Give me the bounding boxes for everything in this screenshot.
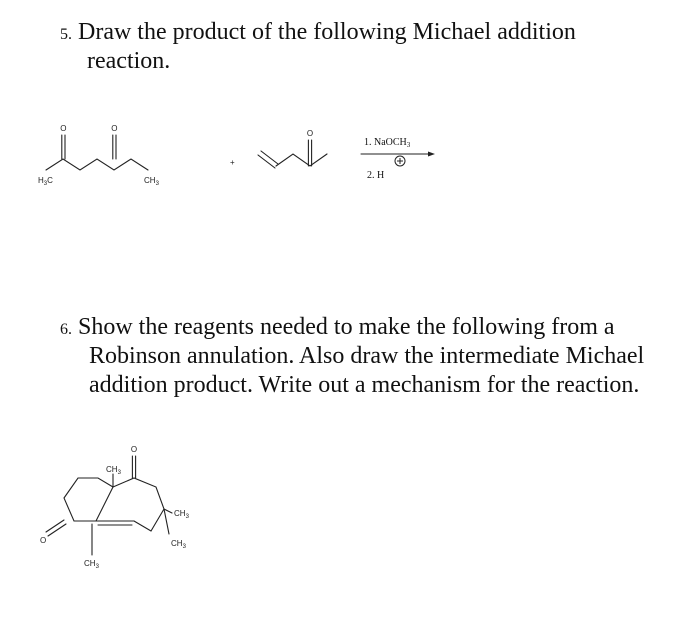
question-6-line-1 bbox=[60, 313, 615, 344]
question-6-line-3: addition product. Write out a mechanism for the reaction. bbox=[89, 372, 640, 398]
question-5-text-1: Draw the product of the following Michael addition bbox=[78, 19, 576, 45]
oxygen-label-3: O bbox=[306, 129, 314, 138]
reaction-arrow-group bbox=[361, 137, 435, 181]
methyl-label-left: $H_3C$ bbox=[38, 176, 53, 187]
plus-sign: + bbox=[230, 158, 235, 167]
methyl-vinyl-ketone-structure bbox=[258, 129, 327, 168]
reagent-step-2: 2. H bbox=[367, 170, 385, 181]
reagent-step-1: 1. NaOCH$_3$ bbox=[364, 137, 411, 149]
angular-methyl-label: $CH_3$ bbox=[106, 465, 121, 476]
pentanedione-structure bbox=[38, 124, 160, 187]
oxygen-label-2: O bbox=[111, 124, 118, 133]
question-6-text-1: Show the reagents needed to make the following from a bbox=[78, 314, 615, 340]
bicyclic-enone-structure bbox=[40, 445, 190, 570]
question-6-number: 6. bbox=[60, 321, 72, 338]
pentanedione-chain bbox=[46, 159, 148, 170]
oxygen-label-5: O bbox=[40, 536, 47, 545]
question-6-line-2: Robinson annulation. Also draw the intermediate Michael bbox=[89, 343, 645, 369]
methyl-label-right: $CH_3$ bbox=[144, 176, 159, 187]
question-5-line-2: reaction. bbox=[87, 48, 171, 74]
gem-methyl-label-2: $CH_3$ bbox=[171, 539, 186, 550]
gem-methyl-label-1: $CH_3$ bbox=[174, 509, 189, 520]
oxygen-label-1: O bbox=[60, 124, 67, 133]
oxygen-label-4: O bbox=[130, 445, 138, 454]
question-5-number: 5. bbox=[60, 26, 72, 43]
vinyl-methyl-label: $CH_3$ bbox=[84, 559, 99, 570]
arrow-head bbox=[428, 152, 435, 157]
